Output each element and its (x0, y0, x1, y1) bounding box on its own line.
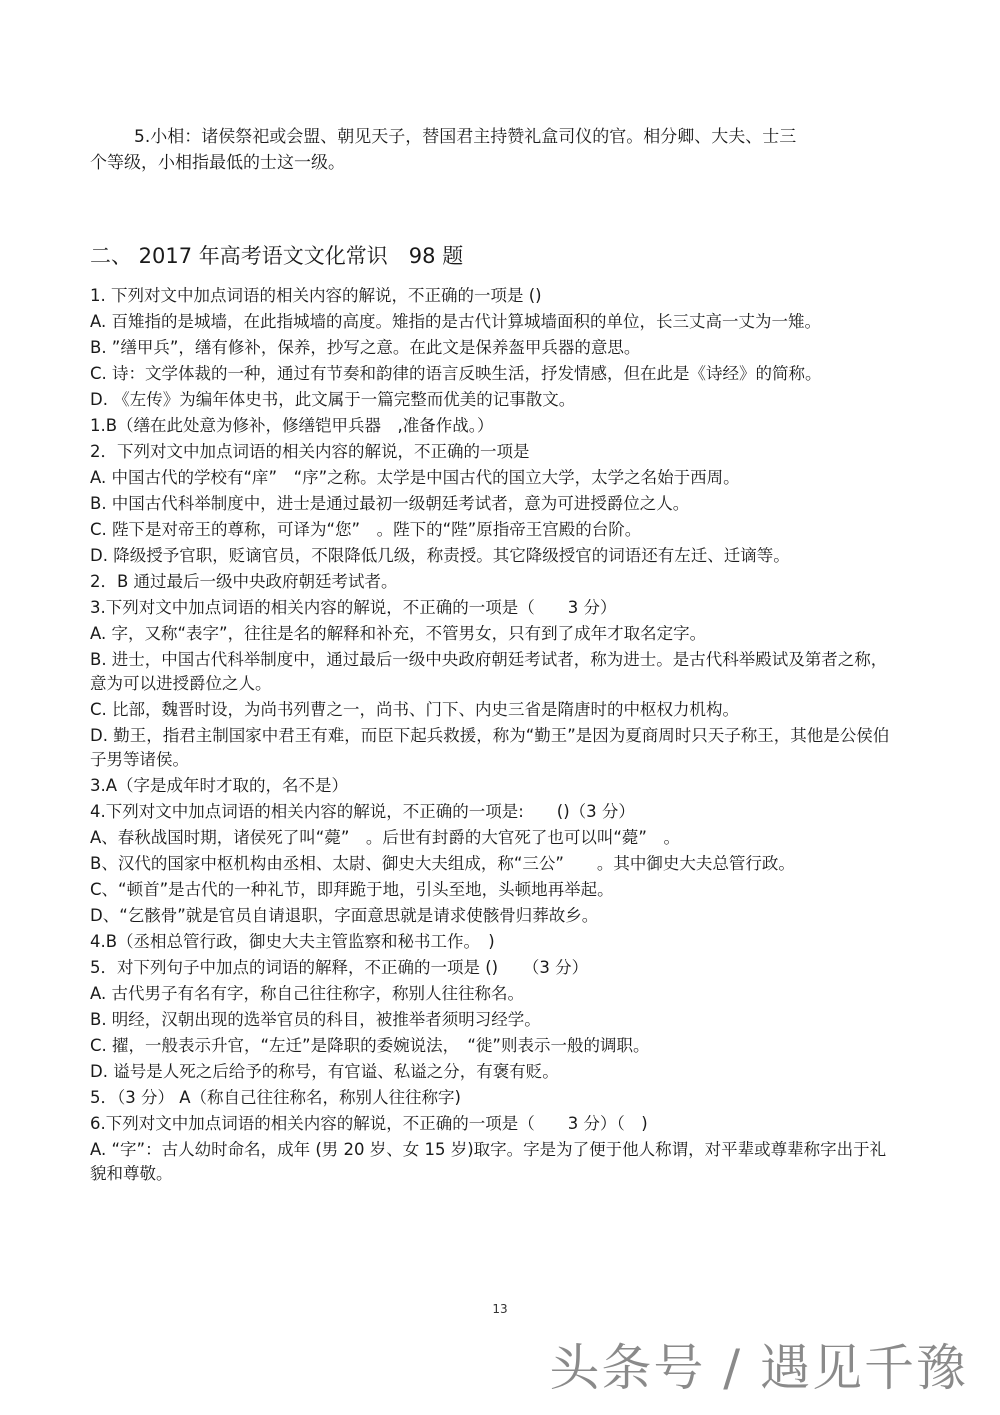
question-4-option-c: C、“顿首”是古代的一种礼节，即拜跪于地，引头至地，头顿地再举起。 (90, 880, 614, 899)
question-5-answer: 5．（3 分） A（称自己往往称名，称别人往往称字) (90, 1088, 461, 1107)
question-3-option-a: A. 字，又称“表字”，往往是名的解释和补充，不管男女，只有到了成年才取名定字。 (90, 624, 707, 643)
question-2-option-d: D. 降级授予官职，贬谪官员，不限降低几级，称责授。其它降级授官的词语还有左迁、迁谪等。 (90, 546, 790, 565)
question-4-stem: 4.下列对文中加点词语的相关内容的解说，不正确的一项是: ()（3 分） (90, 802, 635, 821)
question-4-option-d: D、“乞骸骨”就是官员自请退职，字面意思就是请求使骸骨归葬故乡。 (90, 906, 599, 925)
intro-line-1: 5.小相：诸侯祭祀或会盟、朝见天子，替国君主持赞礼盒司仪的官。相分卿、大夫、士三 (134, 127, 797, 147)
question-2-option-b: B. 中国古代科举制度中，进士是通过最初一级朝廷考试者，意为可进授爵位之人。 (90, 494, 690, 513)
intro-line-2: 个等级，小相指最低的士这一级。 (90, 153, 345, 173)
question-3-option-b: B. 进士，中国古代科举制度中，通过最后一级中央政府朝廷考试者，称为进士。是古代科举殿试及第者之称，意为可以进授爵位之人。 (90, 650, 888, 693)
question-5-option-c: C. 擢，一般表示升官，“左迁”是降职的委婉说法， “徙”则表示一般的调职。 (90, 1036, 650, 1055)
page-number: 13 (492, 1302, 508, 1316)
question-4-option-b: B、汉代的国家中枢机构由丞相、太尉、御史大夫组成，称“三公” 。其中御史大夫总管行政。 (90, 854, 795, 873)
question-6-stem: 6.下列对文中加点词语的相关内容的解说，不正确的一项是（ 3 分）（ ) (90, 1114, 648, 1133)
question-list (90, 284, 895, 1188)
question-1-option-a: A. 百雉指的是城墙，在此指城墙的高度。雉指的是古代计算城墙面积的单位，长三丈高一丈为一雉。 (90, 312, 821, 331)
question-5-option-b: B. 明经，汉朝出现的选举官员的科目，被推举者须明习经学。 (90, 1010, 541, 1029)
question-1-stem: 1. 下列对文中加点词语的相关内容的解说，不正确的一项是 () (90, 286, 542, 305)
question-6-option-a: A. “字”：古人幼时命名，成年 (男 20 岁、女 15 岁)取字。字是为了便于他人称谓，对平辈或尊辈称字出于礼貌和尊敬。 (90, 1140, 887, 1183)
question-5-option-d: D. 谥号是人死之后给予的称号，有官谥、私谥之分，有褒有贬。 (90, 1062, 559, 1081)
question-1-option-d: D. 《左传》为编年体史书，此文属于一篇完整而优美的记事散文。 (90, 390, 576, 409)
question-3-option-c: C. 比部，魏晋时设，为尚书列曹之一，尚书、门下、内史三省是隋唐时的中枢权力机构。 (90, 700, 740, 719)
question-3-option-d: D. 勤王，指君主制国家中君王有难，而臣下起兵救援，称为“勤王”是因为夏商周时只天子称王，其他是公侯伯子男等诸侯。 (90, 726, 890, 769)
intro-paragraph (90, 124, 880, 176)
question-1-option-c: C. 诗：文学体裁的一种，通过有节奏和韵律的语言反映生活，抒发情感，但在此是《诗经》的简称。 (90, 364, 822, 383)
question-5-stem: 5．对下列句子中加点的词语的解释，不正确的一项是 () （3 分） (90, 958, 589, 977)
watermark-text: 头条号 / 遇见千豫 (549, 1339, 968, 1397)
question-1-answer: 1.B（缮在此处意为修补，修缮铠甲兵器 ,准备作战。） (90, 416, 494, 435)
question-3-answer: 3.A（字是成年时才取的，名不是） (90, 776, 349, 795)
question-2-option-c: C. 陛下是对帝王的尊称，可译为“您” 。陛下的“陛”原指帝王宫殿的台阶。 (90, 520, 642, 539)
question-2-option-a: A. 中国古代的学校有“庠” “序”之称。太学是中国古代的国立大学，太学之名始于西周。 (90, 468, 740, 487)
question-3-stem: 3.下列对文中加点词语的相关内容的解说，不正确的一项是（ 3 分） (90, 598, 617, 617)
question-1-option-b: B. ”缮甲兵”，缮有修补，保养，抄写之意。在此文是保养盔甲兵器的意思。 (90, 338, 641, 357)
section-title: 二、 2017 年高考语文文化常识 98 题 (90, 244, 464, 268)
question-2-stem: 2．下列对文中加点词语的相关内容的解说，不正确的一项是 (90, 442, 530, 461)
question-4-option-a: A、春秋战国时期，诸侯死了叫“薨” 。后世有封爵的大官死了也可以叫“薨” 。 (90, 828, 680, 847)
question-4-answer: 4.B（丞相总管行政，御史大夫主管监察和秘书工作。 ) (90, 932, 495, 951)
question-2-answer: 2．B 通过最后一级中央政府朝廷考试者。 (90, 572, 398, 591)
question-5-option-a: A. 古代男子有名有字，称自己往往称字，称别人往往称名。 (90, 984, 524, 1003)
